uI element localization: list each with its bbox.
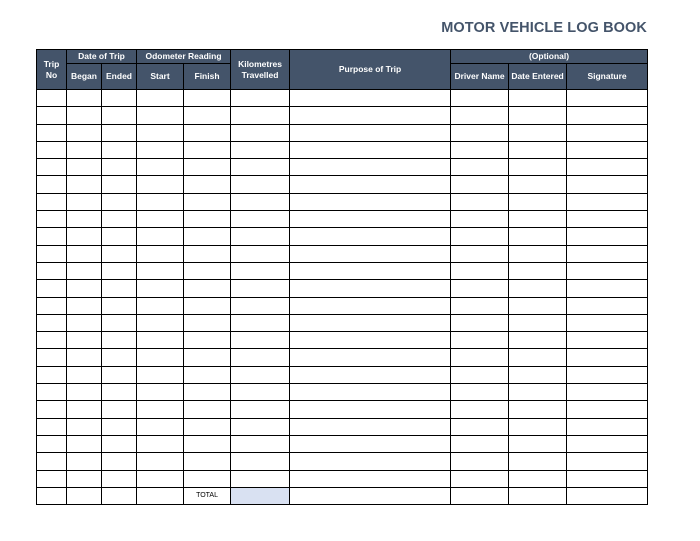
total-cell[interactable] [451, 487, 509, 504]
cell-start[interactable] [137, 435, 184, 452]
cell-finish[interactable] [184, 418, 231, 435]
cell-start[interactable] [137, 245, 184, 262]
header-odometer-reading: Odometer Reading [137, 50, 231, 64]
cell-ended[interactable] [102, 141, 137, 158]
cell-date-entered[interactable] [509, 366, 567, 383]
cell-finish[interactable] [184, 314, 231, 331]
cell-ended[interactable] [102, 314, 137, 331]
table-row [37, 124, 648, 141]
cell-start[interactable] [137, 280, 184, 297]
header-purpose-of-trip: Purpose of Trip [290, 50, 451, 90]
cell-purpose[interactable] [290, 211, 451, 228]
cell-driver-name[interactable] [451, 141, 509, 158]
cell-trip-no[interactable] [37, 453, 67, 470]
cell-date-entered[interactable] [509, 107, 567, 124]
cell-start[interactable] [137, 141, 184, 158]
cell-signature[interactable] [567, 159, 648, 176]
header-optional: (Optional) [451, 50, 648, 64]
cell-driver-name[interactable] [451, 470, 509, 487]
total-cell[interactable] [137, 487, 184, 504]
page-title: MOTOR VEHICLE LOG BOOK [441, 20, 647, 36]
cell-kilometres[interactable] [231, 401, 290, 418]
cell-start[interactable] [137, 314, 184, 331]
cell-began[interactable] [67, 211, 102, 228]
cell-finish[interactable] [184, 297, 231, 314]
cell-ended[interactable] [102, 245, 137, 262]
cell-ended[interactable] [102, 366, 137, 383]
cell-driver-name[interactable] [451, 90, 509, 107]
cell-began[interactable] [67, 107, 102, 124]
table-row [37, 435, 648, 452]
cell-start[interactable] [137, 401, 184, 418]
cell-finish[interactable] [184, 124, 231, 141]
cell-began[interactable] [67, 176, 102, 193]
cell-date-entered[interactable] [509, 141, 567, 158]
cell-began[interactable] [67, 401, 102, 418]
cell-finish[interactable] [184, 435, 231, 452]
table-row [37, 90, 648, 107]
cell-purpose[interactable] [290, 384, 451, 401]
cell-driver-name[interactable] [451, 384, 509, 401]
cell-driver-name[interactable] [451, 159, 509, 176]
cell-start[interactable] [137, 124, 184, 141]
cell-began[interactable] [67, 418, 102, 435]
total-row [37, 487, 648, 504]
cell-kilometres[interactable] [231, 211, 290, 228]
cell-purpose[interactable] [290, 470, 451, 487]
cell-date-entered[interactable] [509, 245, 567, 262]
cell-ended[interactable] [102, 453, 137, 470]
cell-trip-no[interactable] [37, 470, 67, 487]
table-row [37, 332, 648, 349]
cell-finish[interactable] [184, 193, 231, 210]
cell-ended[interactable] [102, 349, 137, 366]
cell-driver-name[interactable] [451, 176, 509, 193]
cell-ended[interactable] [102, 384, 137, 401]
cell-ended[interactable] [102, 124, 137, 141]
cell-signature[interactable] [567, 332, 648, 349]
cell-purpose[interactable] [290, 401, 451, 418]
cell-driver-name[interactable] [451, 418, 509, 435]
cell-trip-no[interactable] [37, 107, 67, 124]
cell-date-entered[interactable] [509, 193, 567, 210]
log-table [36, 49, 648, 505]
total-cell[interactable] [509, 487, 567, 504]
cell-began[interactable] [67, 228, 102, 245]
cell-began[interactable] [67, 314, 102, 331]
cell-start[interactable] [137, 470, 184, 487]
cell-date-entered[interactable] [509, 90, 567, 107]
cell-driver-name[interactable] [451, 366, 509, 383]
cell-driver-name[interactable] [451, 107, 509, 124]
cell-kilometres[interactable] [231, 193, 290, 210]
cell-start[interactable] [137, 107, 184, 124]
cell-signature[interactable] [567, 297, 648, 314]
cell-start[interactable] [137, 384, 184, 401]
header-finish: Finish [184, 64, 231, 90]
cell-start[interactable] [137, 453, 184, 470]
cell-trip-no[interactable] [37, 159, 67, 176]
cell-trip-no[interactable] [37, 141, 67, 158]
cell-signature[interactable] [567, 435, 648, 452]
total-cell[interactable] [290, 487, 451, 504]
cell-start[interactable] [137, 193, 184, 210]
header-kilometres-travelled: Kilometres Travelled [231, 50, 290, 90]
total-label: TOTAL [184, 487, 231, 504]
cell-kilometres[interactable] [231, 280, 290, 297]
cell-date-entered[interactable] [509, 418, 567, 435]
cell-finish[interactable] [184, 176, 231, 193]
cell-began[interactable] [67, 384, 102, 401]
header-ended: Ended [102, 64, 137, 90]
cell-trip-no[interactable] [37, 401, 67, 418]
cell-driver-name[interactable] [451, 401, 509, 418]
cell-ended[interactable] [102, 159, 137, 176]
cell-began[interactable] [67, 124, 102, 141]
cell-purpose[interactable] [290, 418, 451, 435]
cell-purpose[interactable] [290, 366, 451, 383]
cell-signature[interactable] [567, 384, 648, 401]
cell-purpose[interactable] [290, 280, 451, 297]
cell-driver-name[interactable] [451, 349, 509, 366]
header-signature: Signature [567, 64, 648, 90]
cell-start[interactable] [137, 176, 184, 193]
cell-ended[interactable] [102, 470, 137, 487]
table-row [37, 349, 648, 366]
cell-ended[interactable] [102, 401, 137, 418]
table-row [37, 453, 648, 470]
cell-signature[interactable] [567, 245, 648, 262]
cell-date-entered[interactable] [509, 401, 567, 418]
cell-ended[interactable] [102, 297, 137, 314]
cell-date-entered[interactable] [509, 349, 567, 366]
cell-kilometres[interactable] [231, 470, 290, 487]
cell-ended[interactable] [102, 176, 137, 193]
cell-driver-name[interactable] [451, 280, 509, 297]
cell-ended[interactable] [102, 193, 137, 210]
cell-purpose[interactable] [290, 453, 451, 470]
cell-kilometres[interactable] [231, 141, 290, 158]
cell-date-entered[interactable] [509, 314, 567, 331]
cell-began[interactable] [67, 435, 102, 452]
cell-start[interactable] [137, 366, 184, 383]
log-body [37, 90, 648, 488]
cell-purpose[interactable] [290, 90, 451, 107]
header-trip-no: Trip No [37, 50, 67, 90]
table-row [37, 245, 648, 262]
header-date-entered: Date Entered [509, 64, 567, 90]
cell-kilometres[interactable] [231, 90, 290, 107]
cell-purpose[interactable] [290, 228, 451, 245]
cell-date-entered[interactable] [509, 280, 567, 297]
cell-date-entered[interactable] [509, 211, 567, 228]
cell-date-entered[interactable] [509, 384, 567, 401]
table-row [37, 384, 648, 401]
cell-start[interactable] [137, 228, 184, 245]
cell-began[interactable] [67, 90, 102, 107]
total-kilometres-cell[interactable] [231, 487, 290, 504]
cell-finish[interactable] [184, 245, 231, 262]
cell-date-entered[interactable] [509, 176, 567, 193]
cell-trip-no[interactable] [37, 280, 67, 297]
cell-trip-no[interactable] [37, 297, 67, 314]
cell-kilometres[interactable] [231, 384, 290, 401]
cell-driver-name[interactable] [451, 314, 509, 331]
cell-ended[interactable] [102, 228, 137, 245]
cell-driver-name[interactable] [451, 211, 509, 228]
header-driver-name: Driver Name [451, 64, 509, 90]
cell-purpose[interactable] [290, 141, 451, 158]
table-row [37, 297, 648, 314]
cell-purpose[interactable] [290, 159, 451, 176]
cell-driver-name[interactable] [451, 262, 509, 279]
cell-driver-name[interactable] [451, 297, 509, 314]
cell-signature[interactable] [567, 470, 648, 487]
total-cell[interactable] [567, 487, 648, 504]
table-row [37, 141, 648, 158]
cell-trip-no[interactable] [37, 366, 67, 383]
cell-trip-no[interactable] [37, 349, 67, 366]
cell-signature[interactable] [567, 401, 648, 418]
cell-began[interactable] [67, 453, 102, 470]
cell-finish[interactable] [184, 366, 231, 383]
cell-signature[interactable] [567, 176, 648, 193]
cell-kilometres[interactable] [231, 332, 290, 349]
table-row [37, 228, 648, 245]
cell-date-entered[interactable] [509, 470, 567, 487]
cell-purpose[interactable] [290, 349, 451, 366]
cell-began[interactable] [67, 470, 102, 487]
cell-signature[interactable] [567, 107, 648, 124]
cell-kilometres[interactable] [231, 159, 290, 176]
cell-ended[interactable] [102, 262, 137, 279]
cell-date-entered[interactable] [509, 228, 567, 245]
cell-ended[interactable] [102, 90, 137, 107]
cell-finish[interactable] [184, 280, 231, 297]
cell-start[interactable] [137, 332, 184, 349]
cell-finish[interactable] [184, 349, 231, 366]
cell-finish[interactable] [184, 228, 231, 245]
total-cell[interactable] [102, 487, 137, 504]
cell-kilometres[interactable] [231, 228, 290, 245]
cell-date-entered[interactable] [509, 332, 567, 349]
cell-finish[interactable] [184, 262, 231, 279]
cell-purpose[interactable] [290, 297, 451, 314]
cell-finish[interactable] [184, 453, 231, 470]
cell-start[interactable] [137, 211, 184, 228]
header-began: Began [67, 64, 102, 90]
cell-finish[interactable] [184, 141, 231, 158]
table-row [37, 159, 648, 176]
cell-signature[interactable] [567, 349, 648, 366]
cell-began[interactable] [67, 159, 102, 176]
cell-start[interactable] [137, 90, 184, 107]
table-row [37, 176, 648, 193]
cell-date-entered[interactable] [509, 435, 567, 452]
cell-driver-name[interactable] [451, 124, 509, 141]
table-row [37, 401, 648, 418]
table-row [37, 107, 648, 124]
total-cell[interactable] [37, 487, 67, 504]
cell-start[interactable] [137, 262, 184, 279]
cell-kilometres[interactable] [231, 418, 290, 435]
cell-began[interactable] [67, 349, 102, 366]
cell-signature[interactable] [567, 228, 648, 245]
table-row [37, 366, 648, 383]
cell-driver-name[interactable] [451, 453, 509, 470]
cell-start[interactable] [137, 159, 184, 176]
cell-ended[interactable] [102, 418, 137, 435]
cell-kilometres[interactable] [231, 245, 290, 262]
cell-trip-no[interactable] [37, 176, 67, 193]
header-date-of-trip: Date of Trip [67, 50, 137, 64]
cell-signature[interactable] [567, 314, 648, 331]
cell-signature[interactable] [567, 211, 648, 228]
table-row [37, 262, 648, 279]
table-row [37, 211, 648, 228]
table-row [37, 193, 648, 210]
cell-began[interactable] [67, 280, 102, 297]
cell-kilometres[interactable] [231, 107, 290, 124]
cell-signature[interactable] [567, 366, 648, 383]
cell-trip-no[interactable] [37, 211, 67, 228]
cell-trip-no[interactable] [37, 124, 67, 141]
cell-purpose[interactable] [290, 332, 451, 349]
cell-driver-name[interactable] [451, 332, 509, 349]
cell-finish[interactable] [184, 211, 231, 228]
cell-finish[interactable] [184, 470, 231, 487]
cell-date-entered[interactable] [509, 297, 567, 314]
cell-purpose[interactable] [290, 124, 451, 141]
cell-signature[interactable] [567, 280, 648, 297]
cell-ended[interactable] [102, 211, 137, 228]
cell-start[interactable] [137, 418, 184, 435]
cell-began[interactable] [67, 245, 102, 262]
cell-date-entered[interactable] [509, 453, 567, 470]
cell-signature[interactable] [567, 262, 648, 279]
cell-trip-no[interactable] [37, 314, 67, 331]
cell-ended[interactable] [102, 332, 137, 349]
cell-began[interactable] [67, 366, 102, 383]
cell-kilometres[interactable] [231, 314, 290, 331]
cell-finish[interactable] [184, 107, 231, 124]
cell-began[interactable] [67, 141, 102, 158]
cell-trip-no[interactable] [37, 384, 67, 401]
cell-finish[interactable] [184, 159, 231, 176]
cell-kilometres[interactable] [231, 124, 290, 141]
cell-driver-name[interactable] [451, 228, 509, 245]
cell-driver-name[interactable] [451, 193, 509, 210]
cell-kilometres[interactable] [231, 366, 290, 383]
cell-purpose[interactable] [290, 435, 451, 452]
cell-trip-no[interactable] [37, 332, 67, 349]
table-row [37, 470, 648, 487]
cell-signature[interactable] [567, 90, 648, 107]
cell-trip-no[interactable] [37, 435, 67, 452]
cell-began[interactable] [67, 193, 102, 210]
cell-ended[interactable] [102, 107, 137, 124]
cell-trip-no[interactable] [37, 228, 67, 245]
cell-purpose[interactable] [290, 245, 451, 262]
cell-date-entered[interactable] [509, 262, 567, 279]
cell-finish[interactable] [184, 332, 231, 349]
cell-purpose[interactable] [290, 262, 451, 279]
cell-finish[interactable] [184, 384, 231, 401]
cell-ended[interactable] [102, 280, 137, 297]
cell-purpose[interactable] [290, 176, 451, 193]
table-row [37, 418, 648, 435]
total-cell[interactable] [67, 487, 102, 504]
cell-purpose[interactable] [290, 314, 451, 331]
cell-start[interactable] [137, 349, 184, 366]
cell-kilometres[interactable] [231, 262, 290, 279]
cell-kilometres[interactable] [231, 176, 290, 193]
cell-signature[interactable] [567, 453, 648, 470]
cell-start[interactable] [137, 297, 184, 314]
cell-driver-name[interactable] [451, 435, 509, 452]
cell-date-entered[interactable] [509, 159, 567, 176]
cell-purpose[interactable] [290, 107, 451, 124]
cell-kilometres[interactable] [231, 297, 290, 314]
cell-finish[interactable] [184, 401, 231, 418]
cell-purpose[interactable] [290, 193, 451, 210]
cell-signature[interactable] [567, 418, 648, 435]
cell-signature[interactable] [567, 141, 648, 158]
header-start: Start [137, 64, 184, 90]
cell-trip-no[interactable] [37, 245, 67, 262]
cell-finish[interactable] [184, 90, 231, 107]
cell-kilometres[interactable] [231, 435, 290, 452]
cell-signature[interactable] [567, 193, 648, 210]
cell-kilometres[interactable] [231, 453, 290, 470]
cell-trip-no[interactable] [37, 90, 67, 107]
table-row [37, 314, 648, 331]
cell-signature[interactable] [567, 124, 648, 141]
cell-driver-name[interactable] [451, 245, 509, 262]
cell-trip-no[interactable] [37, 262, 67, 279]
cell-began[interactable] [67, 332, 102, 349]
cell-kilometres[interactable] [231, 349, 290, 366]
cell-began[interactable] [67, 297, 102, 314]
cell-began[interactable] [67, 262, 102, 279]
cell-ended[interactable] [102, 435, 137, 452]
cell-date-entered[interactable] [509, 124, 567, 141]
cell-trip-no[interactable] [37, 418, 67, 435]
cell-trip-no[interactable] [37, 193, 67, 210]
table-row [37, 280, 648, 297]
